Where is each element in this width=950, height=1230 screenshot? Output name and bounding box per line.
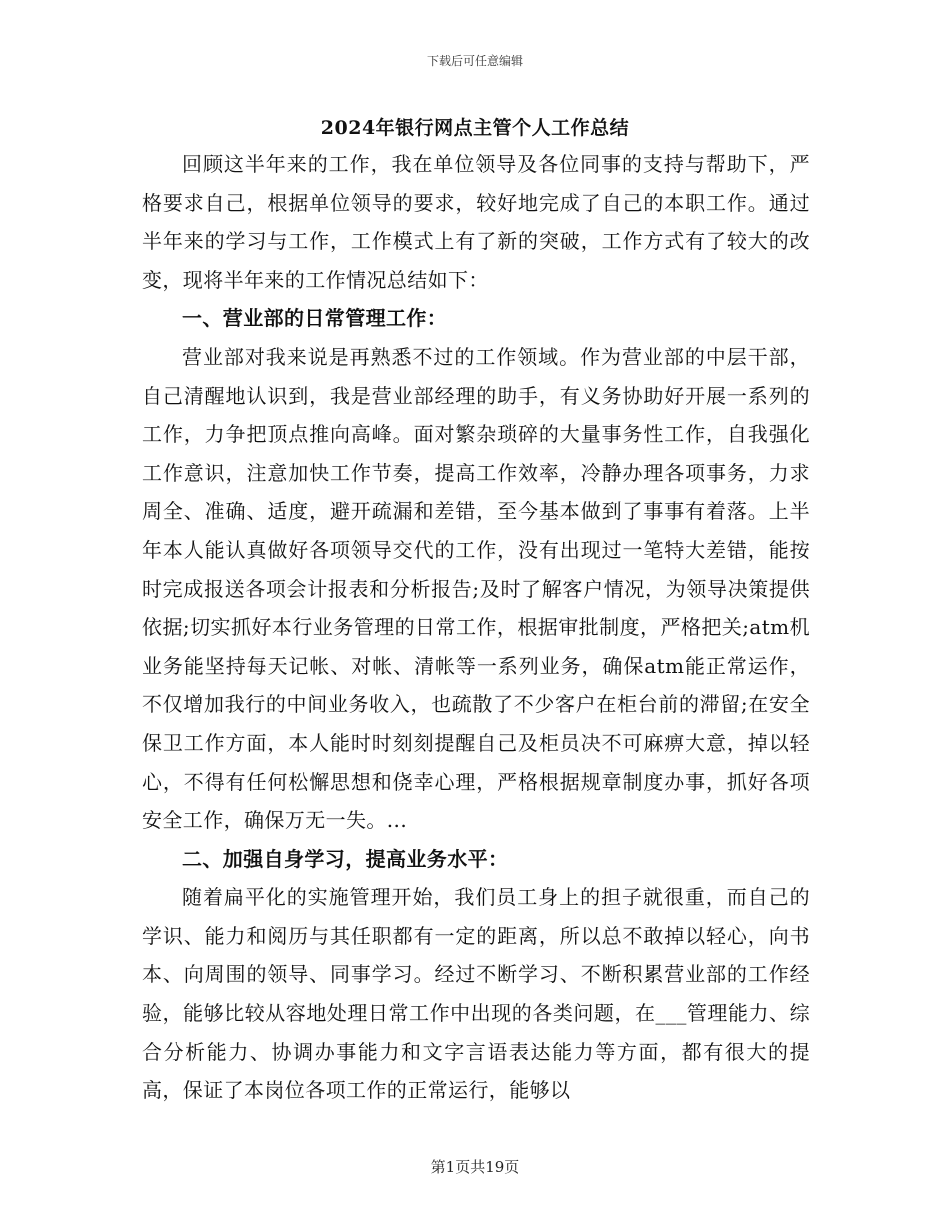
section-2-heading: 二、加强自身学习，提高业务水平： xyxy=(182,846,509,871)
section-1-heading: 一、营业部的日常管理工作： xyxy=(182,306,448,331)
section-2-paragraph: 随着扁平化的实施管理开始，我们员工身上的担子就很重，而自己的学识、能力和阅历与其任职都有一定的距离，所以总不敢掉以轻心，向书本、向周围的领导、同事学习。经过不断学习、不断积累营业部的工作经验，能够比较从容地处理日常工作中出现的各类问题，在___管理能力、综合分析能力、协调办事能力和文字言语表达能力等方面，都有很大的提高，保证了本岗位各项工作的正常运行，能够以 xyxy=(142,885,810,1103)
header-note: 下载后可任意编辑 xyxy=(426,54,523,68)
page-footer: 第1页共19页 xyxy=(430,1158,520,1176)
section-1-paragraph: 营业部对我来说是再熟悉不过的工作领域。作为营业部的中层干部，自己清醒地认识到，我是营业部经理的助手，有义务协助好开展一系列的工作，力争把顶点推向高峰。面对繁杂琐碎的大量事务性工作，自我强化工作意识，注意加快工作节奏，提高工作效率，冷静办理各项事务，力求周全、准确、适度，避开疏漏和差错，至今基本做到了事事有着落。上半年本人能认真做好各项领导交代的工作，没有出现过一笔特大差错，能按时完成报送各项会计报表和分析报告;及时了解客户情况，为领导决策提供依据;切实抓好本行业务管理的日常工作，根据审批制度，严格把关;atm机业务能坚持每天记帐、对帐、清帐等一系列业务，确保atm能正常运作，不仅增加我行的中间业务收入，也疏散了不少客户在柜台前的滞留;在安全保卫工作方面，本人能时时刻刻提醒自己及柜员决不可麻痹大意，掉以轻心，不得有任何松懈思想和侥幸心理，严格根据规章制度办事，抓好各项安全工作，确保万无一失。... xyxy=(142,344,810,833)
document-body xyxy=(142,145,810,1110)
document-title: 2024年银行网点主管个人工作总结 xyxy=(320,117,630,139)
intro-paragraph: 回顾这半年来的工作，我在单位领导及各位同事的支持与帮助下，严格要求自己，根据单位领导的要求，较好地完成了自己的本职工作。通过半年来的学习与工作，工作模式上有了新的突破，工作方式有了较大的改变，现将半年来的工作情况总结如下： xyxy=(142,152,810,292)
